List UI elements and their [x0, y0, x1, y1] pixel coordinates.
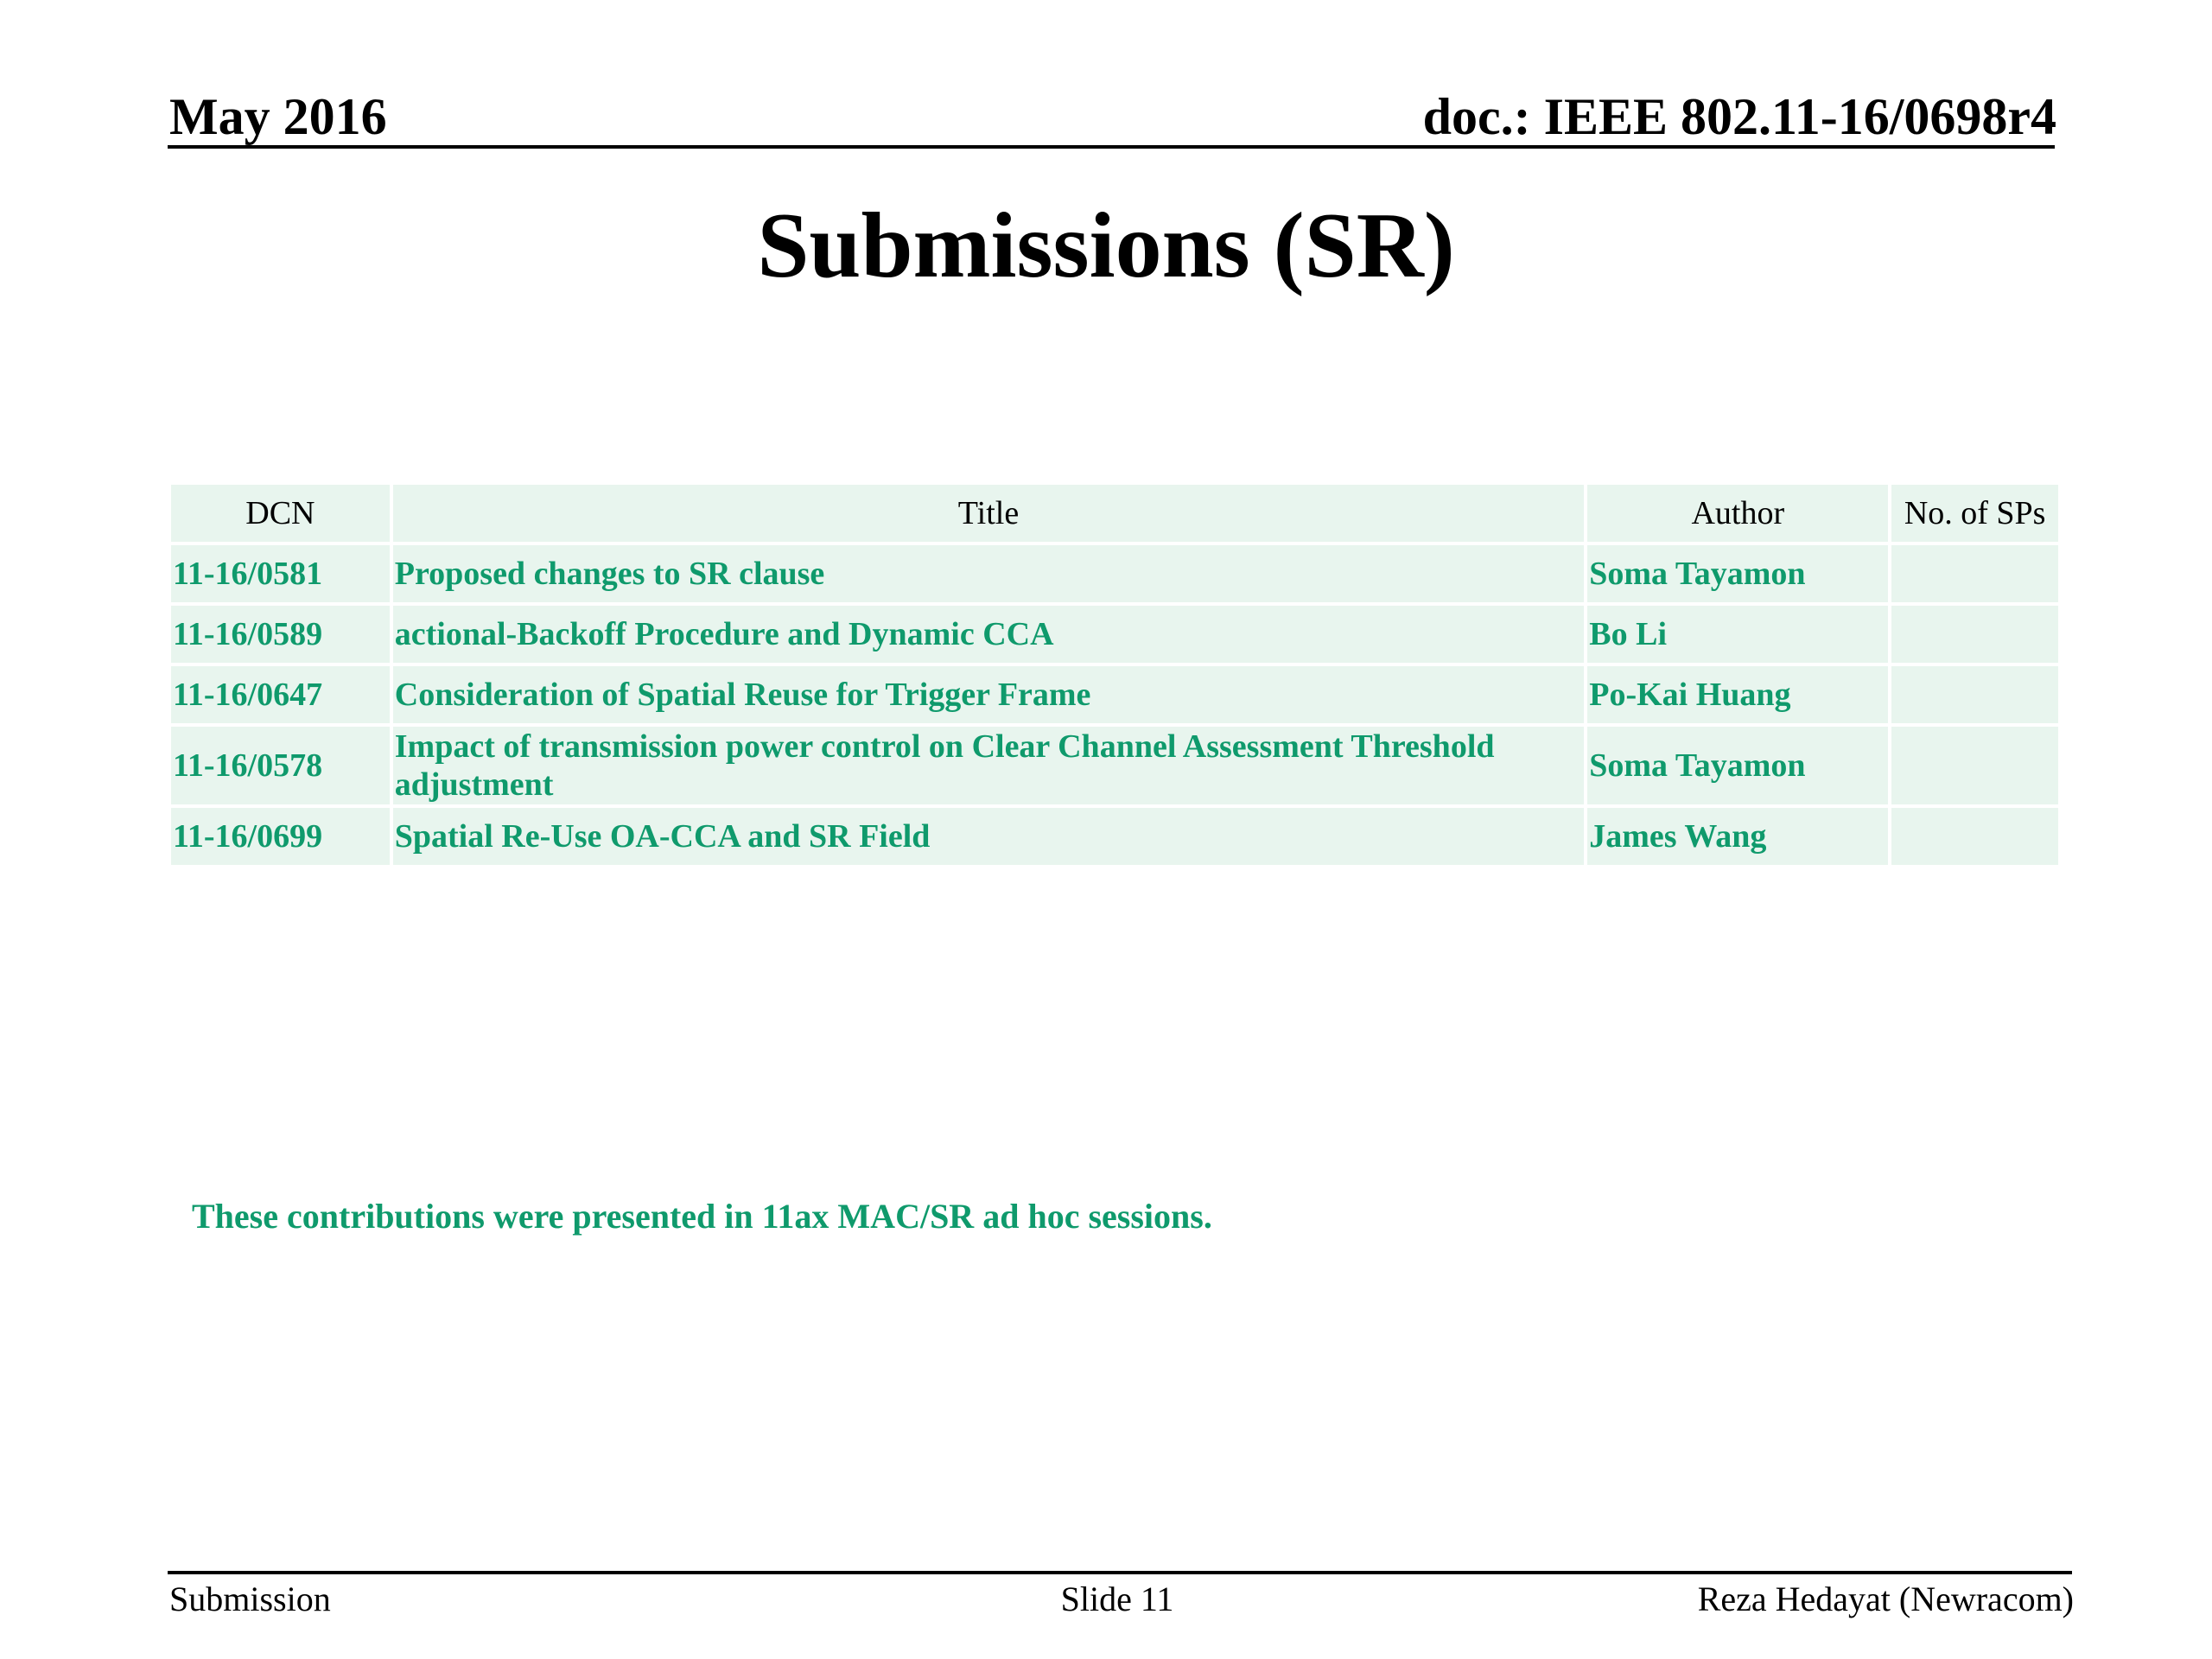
cell-author: Po-Kai Huang — [1587, 666, 1888, 723]
cell-author: Soma Tayamon — [1587, 545, 1888, 602]
footer-author: Reza Hedayat (Newracom) — [1697, 1580, 2074, 1618]
cell-author: Bo Li — [1587, 606, 1888, 663]
table-row — [171, 727, 2058, 804]
cell-author: James Wang — [1587, 808, 1888, 865]
cell-dcn: 11-16/0647 — [171, 666, 390, 723]
cell-sps — [1891, 666, 2058, 723]
cell-dcn: 11-16/0589 — [171, 606, 390, 663]
cell-dcn: 11-16/0699 — [171, 808, 390, 865]
cell-sps — [1891, 727, 2058, 804]
cell-title: Consideration of Spatial Reuse for Trigger Frame — [393, 666, 1585, 723]
cell-dcn: 11-16/0581 — [171, 545, 390, 602]
slide-title: Submissions (SR) — [757, 194, 1455, 297]
cell-title: Proposed changes to SR clause — [393, 545, 1585, 602]
cell-title: Spatial Re-Use OA-CCA and SR Field — [393, 808, 1585, 865]
column-header-title: Title — [393, 485, 1585, 542]
cell-author: Soma Tayamon — [1587, 727, 1888, 804]
footer-divider — [168, 1571, 2072, 1574]
table-header-row — [171, 485, 2058, 542]
footer-submission: Submission — [169, 1580, 331, 1618]
cell-dcn: 11-16/0578 — [171, 727, 390, 804]
column-header-sps: No. of SPs — [1891, 485, 2058, 542]
cell-title: Impact of transmission power control on Clear Channel Assessment Threshold adjustment — [393, 727, 1585, 804]
footer-slide-number: Slide 11 — [1060, 1580, 1174, 1618]
table-row — [171, 545, 2058, 602]
cell-sps — [1891, 545, 2058, 602]
table-row — [171, 666, 2058, 723]
table-row — [171, 808, 2058, 865]
cell-sps — [1891, 606, 2058, 663]
cell-title: actional-Backoff Procedure and Dynamic CCA — [393, 606, 1585, 663]
cell-sps — [1891, 808, 2058, 865]
presentation-note: These contributions were presented in 11ax MAC/SR ad hoc sessions. — [192, 1197, 1212, 1236]
header-doc-id: doc.: IEEE 802.11-16/0698r4 — [1422, 88, 2056, 145]
column-header-author: Author — [1587, 485, 1888, 542]
header-date: May 2016 — [169, 88, 387, 145]
table-row — [171, 606, 2058, 663]
header-divider — [168, 145, 2055, 149]
column-header-dcn: DCN — [171, 485, 390, 542]
submissions-table — [168, 481, 2062, 868]
